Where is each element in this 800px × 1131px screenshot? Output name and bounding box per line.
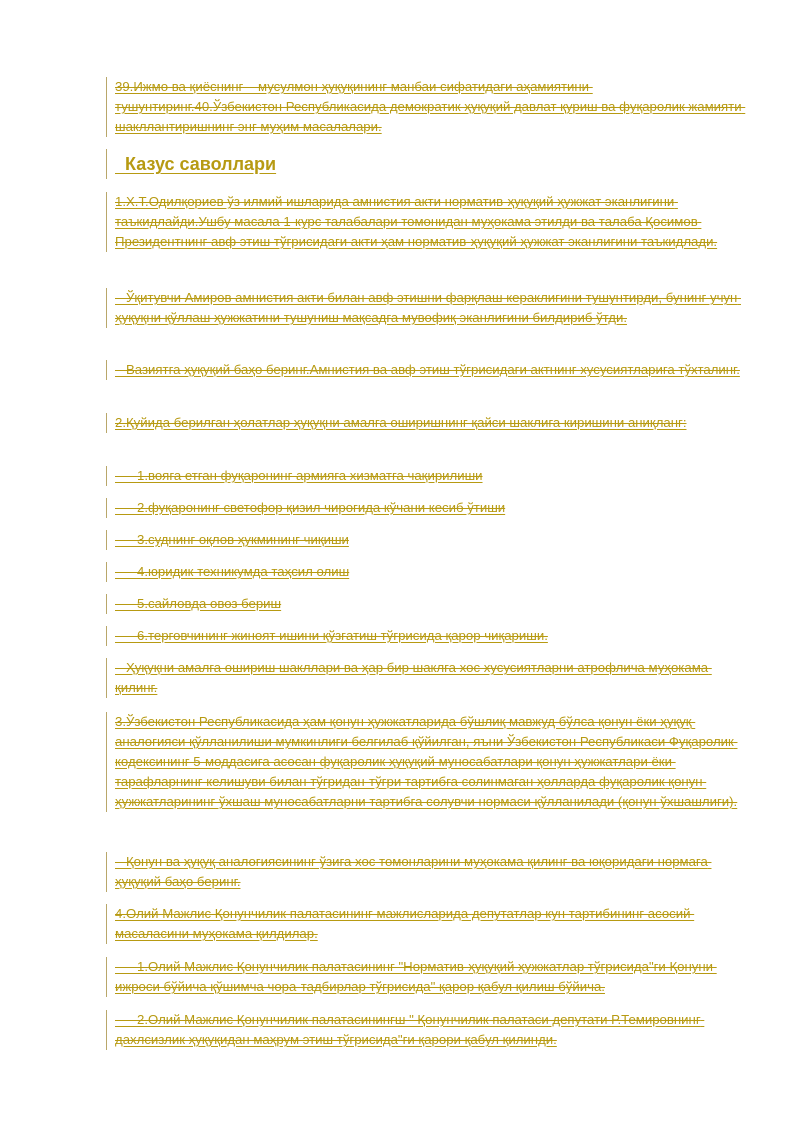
list-item-case-2-3: 3.суднинг оқлов ҳукмининг чиқиши: [106, 530, 746, 550]
paragraph-case-4: 4.Олий Мажлис Қонунчилик палатасининг мажлисларида депутатлар кун тартибининг асосий масаласини муҳокама қилдилар.: [106, 904, 746, 944]
list-item-case-2-4: 4.юридик техникумда таҳсил олиш: [106, 562, 746, 582]
section-heading: [106, 149, 746, 179]
list-item-case-2-2: 2.фуқаронинг светофор қизил чироғида кўчани кесиб ўтиши: [106, 498, 746, 518]
heading-text: Казус саволлари: [115, 154, 277, 174]
list-item-case-2-1: 1.вояга етган фуқаронинг армияга хизматга чақирилиши: [106, 466, 746, 486]
paragraph-case-1-task: Вазиятга ҳуқуқий баҳо беринг.Амнистия ва авф этиш тўғрисидаги актнинг хусусиятларига тўхталинг.: [106, 360, 746, 380]
paragraph-case-1: 1.Х.Т.Одилқориев ўз илмий ишларида амнистия акти норматив-ҳуқуқий ҳужжат эканлигини таъкидлайди.Ушбу масала 1-курс талабалари томонидан муҳокама этилди ва талаба Қосимов Президентнинг авф этиш тўғрисидаги акти ҳам норматив-ҳуқуқий ҳужжат эканлигини таъкидлади.: [106, 192, 746, 252]
paragraph-case-1-teacher: Ўқитувчи Амиров амнистия акти билан авф этишни фарқлаш кераклигини тушунтирди, бунинг учун ҳуқуқни қўллаш ҳужжатини тушуниш мақсадга мувофиқ эканлигини билдириб ўтди.: [106, 288, 746, 328]
list-item-case-2-6: 6.терговчининг жиноят ишини қўзғатиш тўғрисида қарор чиқариши.: [106, 626, 746, 646]
list-item-case-4-1: 1.Олий Мажлис Қонунчилик палатасининг "Норматив-ҳуқуқий ҳужжатлар тўғрисида"ги Қонуни ижроси бўйича қўшимча чора-тадбирлар тўғрисида" қарор қабул қилиш бўйича.: [106, 957, 746, 997]
paragraph-case-2-task: Ҳуқуқни амалга ошириш шакллари ва ҳар бир шаклга хос хусусиятларни атрофлича муҳокама қилинг.: [106, 658, 746, 698]
paragraph-case-3-task: Қонун ва ҳуқуқ аналогиясининг ўзига хос томонларини муҳокама қилинг ва юқоридаги нормага ҳуқуқий баҳо беринг.: [106, 852, 746, 892]
list-item-case-2-5: 5.сайловда овоз бериш: [106, 594, 746, 614]
list-item-case-4-2: 2.Олий Мажлис Қонунчилик палатасинингш " Қонунчилик палатаси депутати Р.Темировнинг дахлсизлик ҳуқуқидан маҳрум этиш тўғрисида"ги қарори қабул қилинди.: [106, 1010, 746, 1050]
paragraph-questions-39-40: 39.Ижмо ва қиёснинг – мусулмон ҳуқуқининг манбаи сифатидаги аҳамиятини тушунтиринг.40.Ўзбекистон Республикасида демократик ҳуқуқий давлат қуриш ва фуқаролик жамияти шакллантиришнинг энг муҳим масалалари.: [106, 77, 746, 137]
paragraph-case-3: 3.Ўзбекистон Республикасида ҳам қонун ҳужжатларида бўшлиқ мавжуд бўлса қонун ёки ҳуқуқ аналогияси қўлланилиши мумкинлиги белгилаб қўйилган, яъни Ўзбекистон Республикаси Фуқаролик кодексининг 5-моддасига асосан фуқаролик ҳуқуқий муносабатлари қонун ҳужжатлари ёки тарафларнинг келишуви билан тўғридан-тўғри тартибга солинмаган ҳолларда фуқаролик қонун ҳужжатларининг ўхшаш муносабатларни тартибга солувчи нормаси қўлланилади (қонун ўхшашлиги).: [106, 712, 746, 812]
paragraph-case-2: 2.Қуйида берилган ҳолатлар ҳуқуқни амалга оширишнинг қайси шаклига киришини аниқланг:: [106, 413, 746, 433]
